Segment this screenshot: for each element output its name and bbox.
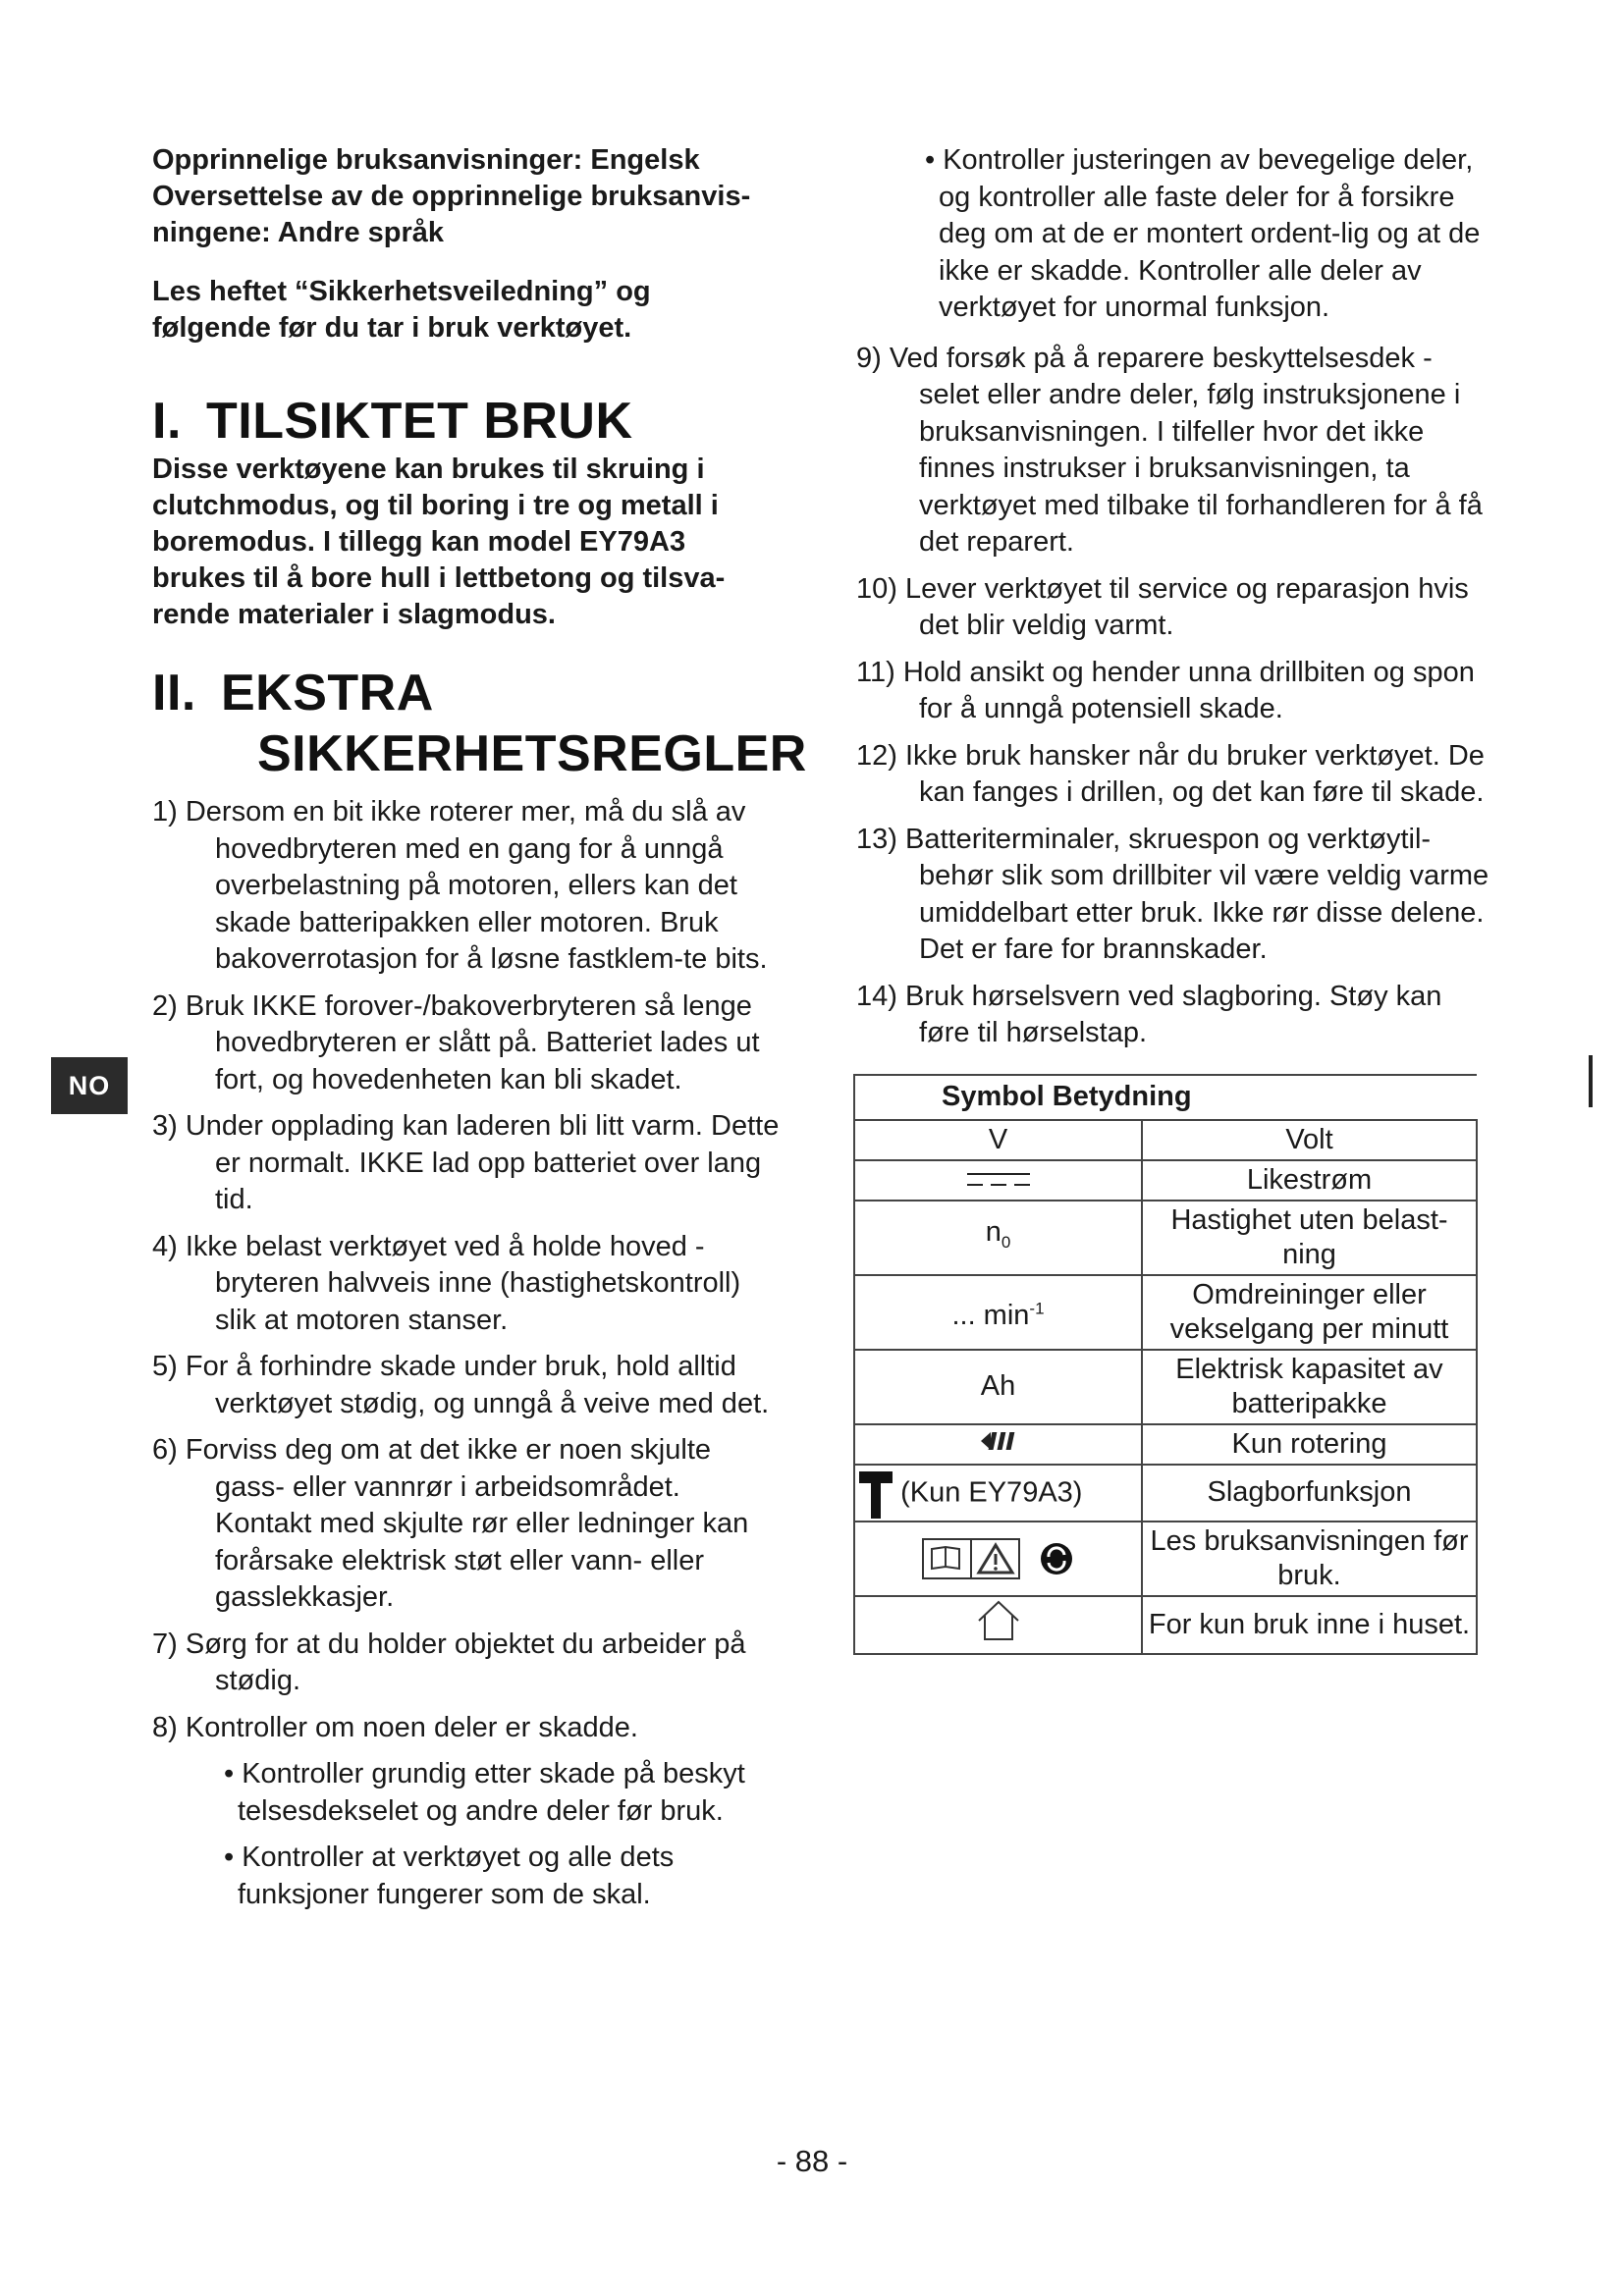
section-1-number: I. [152,393,182,450]
rules-list-right [856,341,1494,1052]
symbol-table-header-cell: Symbol Betydning [854,1075,1477,1120]
intro-read-booklet [152,274,781,347]
section-2-number: II. [152,665,196,721]
meaning-cell: Elektrisk kapasitet av batteripakke [1142,1350,1477,1424]
rule-item: 14) Bruk hørselsvern ved slagboring. Støy kan føre til hørselstap. [856,980,1442,1048]
section-1-line: Disse verktøyene kan brukes til skruing i [152,454,705,485]
rule-item: 8) Kontroller om noen deler er skadde. [152,1711,638,1743]
model-note: (Kun EY79A3) [900,1476,1083,1508]
section-1-title: TILSIKTET BRUK [206,393,633,450]
symbol-cell [854,1201,1142,1275]
symbol-cell [854,1596,1142,1654]
rule-item: 13) Batteriterminaler, skruespon og verktøytil-behør slik som drillbiter vil være veldig varme umiddelbart etter bruk. Ikke rør disse delene. Det er fare for brannskader. [856,823,1489,965]
bullet-item: • Kontroller at verktøyet og alle dets funksjoner fungerer som de skal. [224,1842,675,1910]
hammer-icon [859,1468,893,1519]
symbol-row [854,1201,1477,1275]
margin-mark [1589,1055,1593,1107]
symbol-row [854,1596,1477,1654]
symbol-cell [854,1275,1142,1350]
page-number: - 88 - [776,2144,848,2178]
rule-item: 4) Ikke belast verktøyet ved å holde hoved - bryteren halvveis inne (hastighetskontroll) slik at motoren stanser. [152,1230,741,1336]
section-1-line: clutchmodus, og til boring i tre og metall i [152,490,719,521]
rotation-only-icon [979,1429,1018,1453]
intro-line-2: Oversettelse av de opprinnelige bruksanvis- [152,181,751,212]
rule-item: 7) Sørg for at du holder objektet du arbeider på stødig. [152,1628,746,1696]
intro-line-3: ningene: Andre språk [152,217,445,248]
language-tab: NO [51,1057,128,1114]
symbol-cell [854,1522,1142,1596]
symbol-row [854,1275,1477,1350]
symbol-row [854,1424,1477,1465]
rule-item: 12) Ikke bruk hansker når du bruker verktøyet. De kan fanges i drillen, og det kan føre til skade. [856,739,1485,808]
rpm-symbol: ... $\min^{-1}$ [951,1299,1045,1331]
meaning-cell: Kun rotering [1142,1424,1477,1465]
symbol-row [854,1522,1477,1596]
bullet-item: • Kontroller justeringen av bevegelige deler, og kontroller alle faste deler for å forsikre deg om at de er montert ordent-lig og at de ikke er skadde. Kontroller alle deler av verktøyet for unormal funksjon. [925,144,1481,323]
symbol-row [854,1465,1477,1522]
symbol-table [853,1074,1478,1655]
read-line-1: Les heftet “Sikkerhetsveiledning” og [152,276,651,307]
section-1-line: boremodus. I tillegg kan model EY79A3 [152,526,686,558]
section-1-body [152,452,781,633]
rule-item: 1) Dersom en bit ikke roterer mer, må du slå av hovedbryteren med en gang for å unngå overbelastning på motoren, ellers kan det skade batteripakken eller motoren. Bruk bakoverrotasjon for å løsne fastklem-te bits. [152,796,768,975]
rule-item: 3) Under opplading kan laderen bli litt varm. Dette er normalt. IKKE lad opp batteriet over lang tid. [152,1110,780,1215]
symbol-table-header [854,1075,1477,1120]
meaning-cell: Slagborfunksjon [1142,1465,1477,1522]
symbol-cell [854,1160,1142,1201]
recycle-icon [1039,1541,1074,1576]
meaning-cell: Omdreininger eller vekselgang per minutt [1142,1275,1477,1350]
intro-languages [152,142,781,251]
section-2-heading [152,665,807,782]
symbol-row [854,1120,1477,1160]
no-load-speed-symbol: $n_0$ [985,1216,1011,1252]
section-1-line: rende materialer i slagmodus. [152,599,556,630]
section-2-title-line-2: SIKKERHETSREGLER [257,725,807,782]
rule-item: 11) Hold ansikt og hender unna drillbiten og spon for å unngå potensiell skade. [856,656,1475,724]
symbol-row [854,1350,1477,1424]
intro-line-1: Opprinnelige bruksanvisninger: Engelsk [152,144,700,176]
meaning-cell: Likestrøm [1142,1160,1477,1201]
meaning-cell: Les bruksanvisningen før bruk. [1142,1522,1477,1596]
left-column [152,142,807,1913]
section-1-line: brukes til å bore hull i lettbetong og tilsva- [152,562,726,594]
bullet-item: • Kontroller grundig etter skade på beskyt telsesdekselet og andre deler før bruk. [224,1758,745,1827]
meaning-cell: Hastighet uten belast-ning [1142,1201,1477,1275]
house-icon [976,1599,1021,1642]
symbol-cell [854,1424,1142,1465]
rule-item: 6) Forviss deg om at det ikke er noen skjulte gass- eller vannrør i arbeidsområdet. Kontakt med skjulte rør eller ledninger kan forårsake elektrisk støt eller vann- eller gasslekkasjer. [152,1434,749,1613]
rule-item: 5) For å forhindre skade under bruk, hold alltid verktøyet stødig, og unngå å veive med det. [152,1351,770,1419]
rule-item: 9) Ved forsøk på å reparere beskyttelsesdek - selet eller andre deler, følg instruksjonene i bruksanvisningen. I tilfeller hvor det ikke finnes instrukser i bruksanvisningen, ta verktøyet med tilbake til forhandleren for å få det reparert. [856,342,1483,558]
rules-list-left [152,794,781,1746]
rule-item: 2) Bruk IKKE forover-/bakoverbryteren så lenge hovedbryteren er slått på. Batteriet lades ut fort, og hovedenheten kan bli skadet. [152,989,760,1095]
symbol-cell: V [854,1120,1142,1160]
rule-item: 10) Lever verktøyet til service og reparasjon hvis det blir veldig varmt. [856,572,1469,641]
right-column [856,142,1494,1655]
read-manual-icon [922,1537,1020,1580]
direct-current-icon [967,1169,1030,1189]
meaning-cell: For kun bruk inne i huset. [1142,1596,1477,1654]
section-2-title-line-1: EKSTRA [221,665,434,721]
read-line-2: følgende før du tar i bruk verktøyet. [152,312,632,344]
symbol-cell [854,1465,1142,1522]
section-1-heading [152,393,781,450]
meaning-cell: Volt [1142,1120,1477,1160]
symbol-row [854,1160,1477,1201]
symbol-cell: Ah [854,1350,1142,1424]
